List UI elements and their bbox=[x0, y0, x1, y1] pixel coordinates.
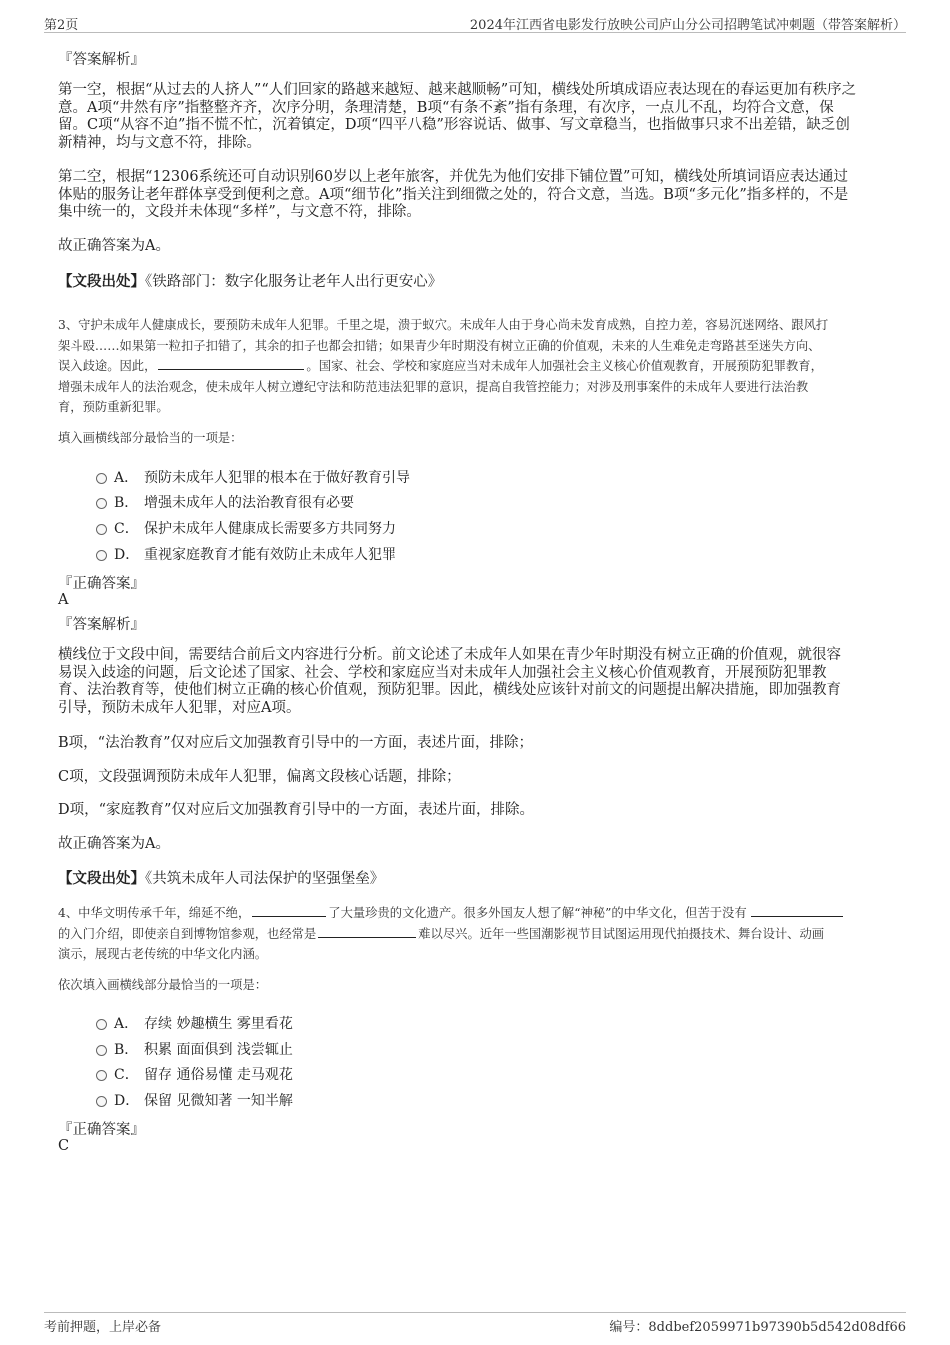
text-line: 横线位于文段中间，需要结合前后文内容进行分析。前文论述了未成年人如果在青少年时期没有树立正确的价值观，就很容 bbox=[58, 647, 841, 663]
radio-icon[interactable] bbox=[96, 1019, 107, 1030]
question-stem bbox=[58, 315, 828, 418]
answer-value: A bbox=[58, 592, 69, 608]
conclusion: 故正确答案为A。 bbox=[58, 238, 170, 254]
analysis-label: 『答案解析』 bbox=[58, 617, 145, 633]
source-text: 《铁路部门：数字化服务让老年人出行更安心》 bbox=[145, 274, 443, 290]
text-line: 第一空，根据“从过去的人挤人”“人们回家的路越来越短、越来越顺畅”可知，横线处所填成语应表达现在的春运更加有秩序之 bbox=[58, 82, 857, 98]
question-prompt: 依次填入画横线部分最恰当的一项是： bbox=[58, 978, 268, 992]
question-stem bbox=[58, 903, 843, 965]
radio-icon[interactable] bbox=[96, 1070, 107, 1081]
analysis-label: 『答案解析』 bbox=[58, 52, 145, 68]
text-line: 架斗殴……如果第一粒扣子扣错了，其余的扣子也都会扣错；如果青少年时期没有树立正确的价值观，未来的人生难免走弯路甚至迷失方向、 bbox=[58, 338, 821, 353]
radio-icon[interactable] bbox=[96, 1045, 107, 1056]
text-line: 误入歧途。因此， 。国家、社会、学校和家庭应当对未成年人加强社会主义核心价值观教育，开展预防犯罪教育， bbox=[58, 359, 823, 373]
source-label: 【文段出处】 bbox=[58, 273, 145, 290]
analysis-option-d: D项，“家庭教育”仅对应后文加强教育引导中的一方面，表述片面，排除。 bbox=[58, 802, 534, 818]
text-line: 3、守护未成年人健康成长，要预防未成年人犯罪。千里之堤，溃于蚁穴。未成年人由于身心尚未发育成熟，自控力差，容易沉迷网络、跟风打 bbox=[58, 318, 829, 332]
text-line: 体贴的服务让老年群体享受到便利之意。A项“细节化”指关注到细微之处的，符合文意，当选。B项“多元化”指多样的，不是 bbox=[58, 186, 849, 203]
radio-icon[interactable] bbox=[96, 1096, 107, 1107]
page-footer bbox=[44, 1312, 906, 1335]
text-line: 留。C项“从容不迫”指不慌不忙，沉着镇定，D项“四平八稳”形容说话、做事、写文章稳当，也指做事只求不出差错，缺乏创 bbox=[58, 117, 850, 133]
text-line: 新精神，均与文意不符，排除。 bbox=[58, 134, 261, 151]
page-number: 第2页 bbox=[44, 18, 79, 33]
text-line: 增强未成年人的法治观念，使未成年人树立遵纪守法和防范违法犯罪的意识，提高自我管控能力；对涉及刑事案件的未成年人要进行法治教 bbox=[58, 379, 809, 394]
fill-blank bbox=[751, 904, 843, 917]
question-prompt: 填入画横线部分最恰当的一项是： bbox=[58, 431, 243, 445]
radio-icon[interactable] bbox=[96, 550, 107, 561]
text-line: 育，预防重新犯罪。 bbox=[58, 400, 169, 414]
analysis-paragraph bbox=[58, 82, 856, 152]
text-line: 集中统一的，文段并未体现“多样”，与文意不符，排除。 bbox=[58, 204, 421, 220]
text-line: 演示，展现古老传统的中华文化内涵。 bbox=[58, 947, 268, 961]
analysis-option-b: B项，“法治教育”仅对应后文加强教育引导中的一方面，表述片面，排除； bbox=[58, 735, 533, 751]
analysis-option-c: C项，文段强调预防未成年人犯罪，偏离文段核心话题，排除； bbox=[58, 769, 461, 785]
answer-label: 『正确答案』 bbox=[58, 576, 145, 592]
radio-icon[interactable] bbox=[96, 524, 107, 535]
answer-value: C bbox=[58, 1138, 70, 1154]
fill-blank bbox=[158, 357, 304, 370]
text-line: 4、中华文明传承千年，绵延不绝， 了大量珍贵的文化遗产。很多外国友人想了解“神秘”的中华文化，但苦于没有 bbox=[58, 903, 843, 924]
radio-icon[interactable] bbox=[96, 473, 107, 484]
radio-icon[interactable] bbox=[96, 498, 107, 509]
document-title: 2024年江西省电影发行放映公司庐山分公司招聘笔试冲刺题（带答案解析） bbox=[469, 18, 906, 33]
text-line: 的入门介绍，即使亲自到博物馆参观，也经常是 难以尽兴。近年一些国潮影视节目试图运用现代拍摄技术、舞台设计、动画 bbox=[58, 926, 825, 941]
source-citation bbox=[58, 273, 442, 292]
answer-label: 『正确答案』 bbox=[58, 1122, 145, 1138]
source-label: 【文段出处】 bbox=[58, 870, 145, 887]
conclusion: 故正确答案为A。 bbox=[58, 836, 170, 852]
source-text: 《共筑未成年人司法保护的坚强堡垒》 bbox=[145, 871, 385, 887]
page-header bbox=[44, 14, 906, 33]
text-line: 第二空，根据“12306系统还可自动识别60岁以上老年旅客，并优先为他们安排下铺位置”可知，横线处所填词语应表达通过 bbox=[58, 169, 848, 185]
analysis-paragraph bbox=[58, 647, 841, 717]
text-line: 育、法治教育等，使他们树立正确的核心价值观，预防犯罪。因此，横线处应该针对前文的问题提出解决措施，即加强教育 bbox=[58, 682, 841, 698]
footer-slogan: 考前押题，上岸必备 bbox=[44, 1320, 162, 1335]
document-code: 编号：8ddbef2059971b97390b5d542d08df66 bbox=[609, 1320, 906, 1335]
text-line: 引导，预防未成年人犯罪，对应A项。 bbox=[58, 699, 301, 716]
text-line: 易误入歧途的问题，后文论述了国家、社会、学校和家庭应当对未成年人加强社会主义核心价值观教育，开展预防犯罪教 bbox=[58, 664, 827, 681]
text-line: 意。A项“井然有序”指整整齐齐，次序分明，条理清楚，B项“有条不紊”指有条理，有次序，一点儿不乱，均符合文意，保 bbox=[58, 99, 834, 116]
fill-blank bbox=[252, 904, 326, 917]
source-citation bbox=[58, 870, 384, 889]
fill-blank bbox=[318, 925, 416, 938]
analysis-paragraph bbox=[58, 169, 848, 222]
